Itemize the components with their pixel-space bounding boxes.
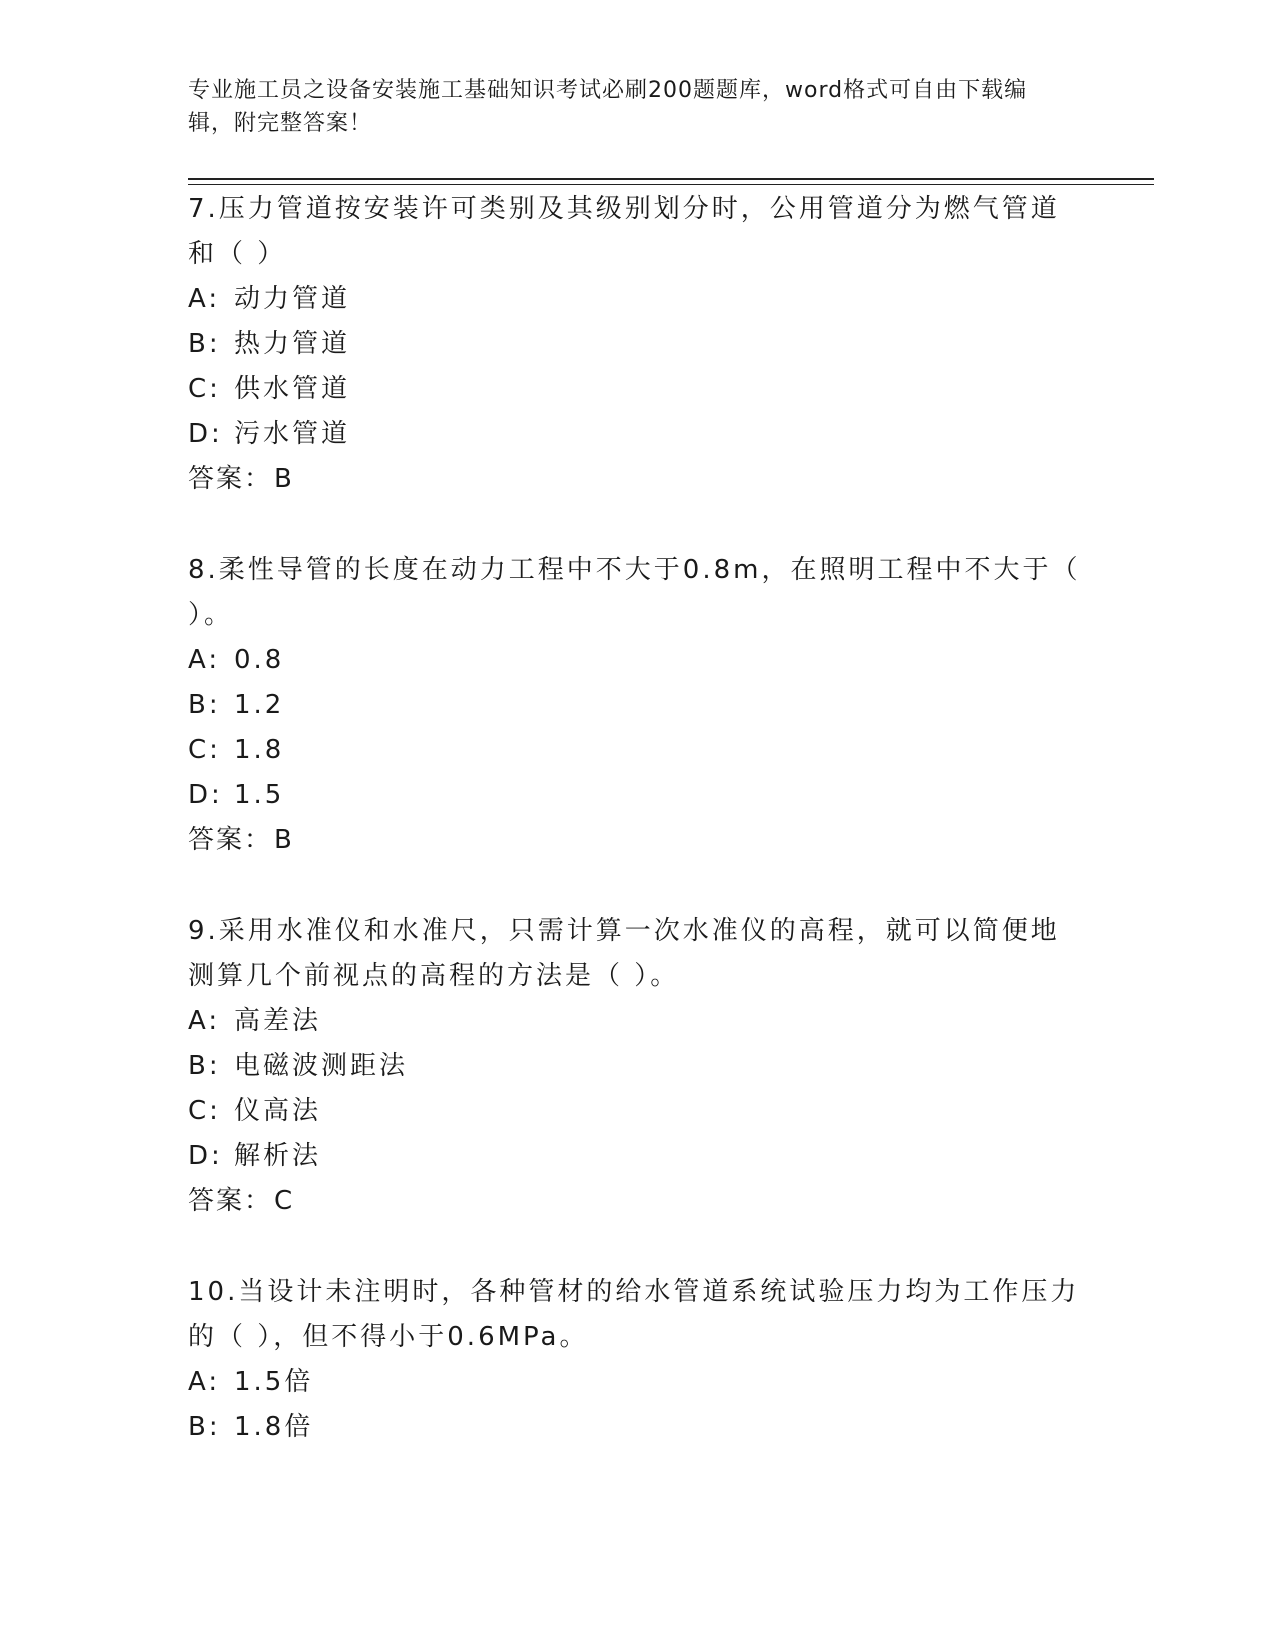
option-letter: A:	[188, 284, 221, 314]
option-b	[188, 1044, 1088, 1089]
option-b	[188, 322, 1088, 367]
option-letter: D:	[188, 780, 223, 810]
option-letter: C:	[188, 1096, 221, 1126]
option-letter: B:	[188, 1412, 221, 1442]
question-7	[188, 187, 1088, 502]
option-letter: A:	[188, 1367, 221, 1397]
option-text: 0.8	[234, 645, 285, 675]
answer-label: 答案：	[188, 1186, 273, 1216]
option-text: 仪高法	[234, 1096, 322, 1126]
option-c	[188, 367, 1088, 412]
header-divider-thin	[188, 184, 1154, 185]
question-text: 7.压力管道按安装许可类别及其级别划分时，公用管道分为燃气管道和（ ）	[188, 194, 1060, 269]
answer-value: B	[274, 464, 294, 494]
option-letter: A:	[188, 645, 221, 675]
option-text: 电磁波测距法	[234, 1051, 409, 1081]
question-9	[188, 909, 1088, 1224]
answer-line	[188, 457, 1088, 502]
option-a	[188, 277, 1088, 322]
answer-line	[188, 818, 1088, 863]
option-a	[188, 1360, 1088, 1405]
option-c	[188, 728, 1088, 773]
question-text: 8.柔性导管的长度在动力工程中不大于0.8m，在照明工程中不大于（ ）。	[188, 555, 1081, 630]
option-d	[188, 1134, 1088, 1179]
question-text: 9.采用水准仪和水准尺，只需计算一次水准仪的高程，就可以简便地测算几个前视点的高程的方法是（ ）。	[188, 916, 1060, 991]
option-b	[188, 1405, 1088, 1450]
option-letter: B:	[188, 329, 221, 359]
option-letter: C:	[188, 374, 221, 404]
option-text: 供水管道	[234, 374, 351, 404]
option-text: 1.5倍	[234, 1367, 314, 1397]
option-text: 1.8倍	[234, 1412, 314, 1442]
option-letter: A:	[188, 1006, 221, 1036]
option-c	[188, 1089, 1088, 1134]
question-text: 10.当设计未注明时，各种管材的给水管道系统试验压力均为工作压力的（ ），但不得小于0.6MPa。	[188, 1277, 1080, 1352]
option-letter: B:	[188, 1051, 221, 1081]
option-text: 污水管道	[234, 419, 351, 449]
option-text: 1.5	[234, 780, 285, 810]
answer-value: C	[274, 1186, 295, 1216]
question-list	[188, 187, 1088, 1450]
document-title: 专业施工员之设备安装施工基础知识考试必刷200题题库，word格式可自由下载编辑，附完整答案！	[188, 78, 1028, 136]
header-divider-thick	[188, 178, 1154, 180]
option-text: 1.2	[234, 690, 285, 720]
option-letter: B:	[188, 690, 221, 720]
answer-line	[188, 1179, 1088, 1224]
option-b	[188, 683, 1088, 728]
answer-label: 答案：	[188, 825, 273, 855]
option-d	[188, 773, 1088, 818]
answer-label: 答案：	[188, 464, 273, 494]
question-8	[188, 548, 1088, 863]
option-text: 动力管道	[234, 284, 351, 314]
option-letter: D:	[188, 419, 223, 449]
option-text: 1.8	[234, 735, 285, 765]
option-text: 热力管道	[234, 329, 351, 359]
option-text: 高差法	[234, 1006, 322, 1036]
option-letter: D:	[188, 1141, 223, 1171]
option-d	[188, 412, 1088, 457]
option-text: 解析法	[234, 1141, 322, 1171]
option-a	[188, 999, 1088, 1044]
question-10	[188, 1270, 1088, 1450]
answer-value: B	[274, 825, 294, 855]
option-a	[188, 638, 1088, 683]
document-header	[188, 74, 1068, 140]
option-letter: C:	[188, 735, 221, 765]
